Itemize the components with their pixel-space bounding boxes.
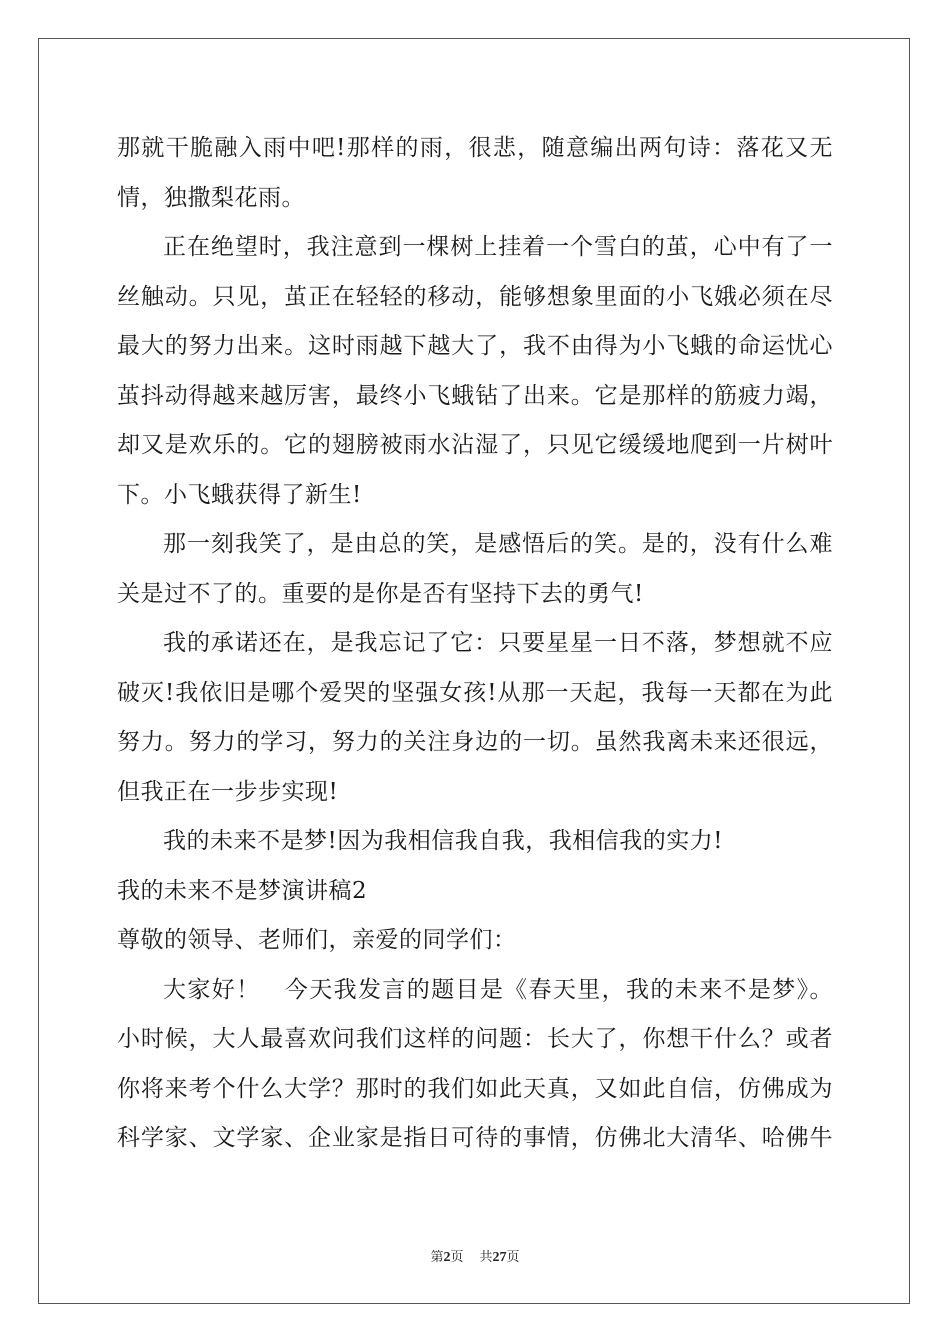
text-line: 却又是欢乐的。它的翅膀被雨水沾湿了，只见它缓缓地爬到一片树叶 [117,432,833,458]
text-line: 那就干脆融入雨中吧!那样的雨，很悲，随意编出两句诗：落花又无 [117,135,833,161]
text-line: 情，独撒梨花雨。 [117,184,305,211]
text-line: 下。小飞蛾获得了新生! [117,481,362,508]
footer-page-number: 2 [443,1250,451,1265]
text-line: 破灭!我依旧是哪个爱哭的坚强女孩!从那一天起，我每一天都在为此 [117,679,833,706]
footer-page-suffix: 页 [450,1250,464,1265]
text-line: 科学家、文学家、企业家是指日可待的事情，仿佛北大清华、哈佛牛 [117,1125,833,1151]
text-line: 茧抖动得越来越厉害，最终小飞蛾钻了出来。它是那样的筋疲力竭， [117,382,833,409]
text-line: 尊敬的领导、老师们，亲爱的同学们： [117,927,517,953]
text-line: 我的承诺还在，是我忘记了它：只要星星一日不落，梦想就不应 [163,630,833,656]
footer-total-suffix: 页 [506,1250,520,1265]
text-line: 但我正在一步步实现! [117,778,339,805]
footer-total-prefix: 共 [479,1250,493,1265]
text-line: 正在绝望时，我注意到一棵树上挂着一个雪白的茧，心中有了一 [163,234,833,260]
footer-total-pages: 27 [492,1250,507,1265]
document-body [117,124,833,1164]
page-footer [0,1246,950,1266]
text-line: 大家好！ 今天我发言的题目是《春天里，我的未来不是梦》。 [163,976,833,1003]
text-line: 努力。努力的学习，努力的关注身边的一切。虽然我离未来还很远， [117,729,833,755]
text-line: 你将来考个什么大学？那时的我们如此天真，又如此自信，仿佛成为 [117,1075,833,1102]
text-line: 丝触动。只见，茧正在轻轻的移动，能够想象里面的小飞娥必须在尽 [117,283,833,310]
text-line: 我的未来不是梦演讲稿2 [117,877,368,904]
text-line: 关是过不了的。重要的是你是否有坚持下去的勇气! [117,580,644,607]
text-line: 小时候，大人最喜欢问我们这样的问题：长大了，你想干什么？或者 [117,1026,833,1052]
text-line: 我的未来不是梦!因为我相信我自我，我相信我的实力! [163,828,723,854]
text-line: 那一刻我笑了，是由总的笑，是感悟后的笑。是的，没有什么难 [163,531,833,557]
text-line: 最大的努力出来。这时雨越下越大了，我不由得为小飞蛾的命运忧心 [117,333,833,359]
footer-prefix: 第 [430,1250,444,1265]
